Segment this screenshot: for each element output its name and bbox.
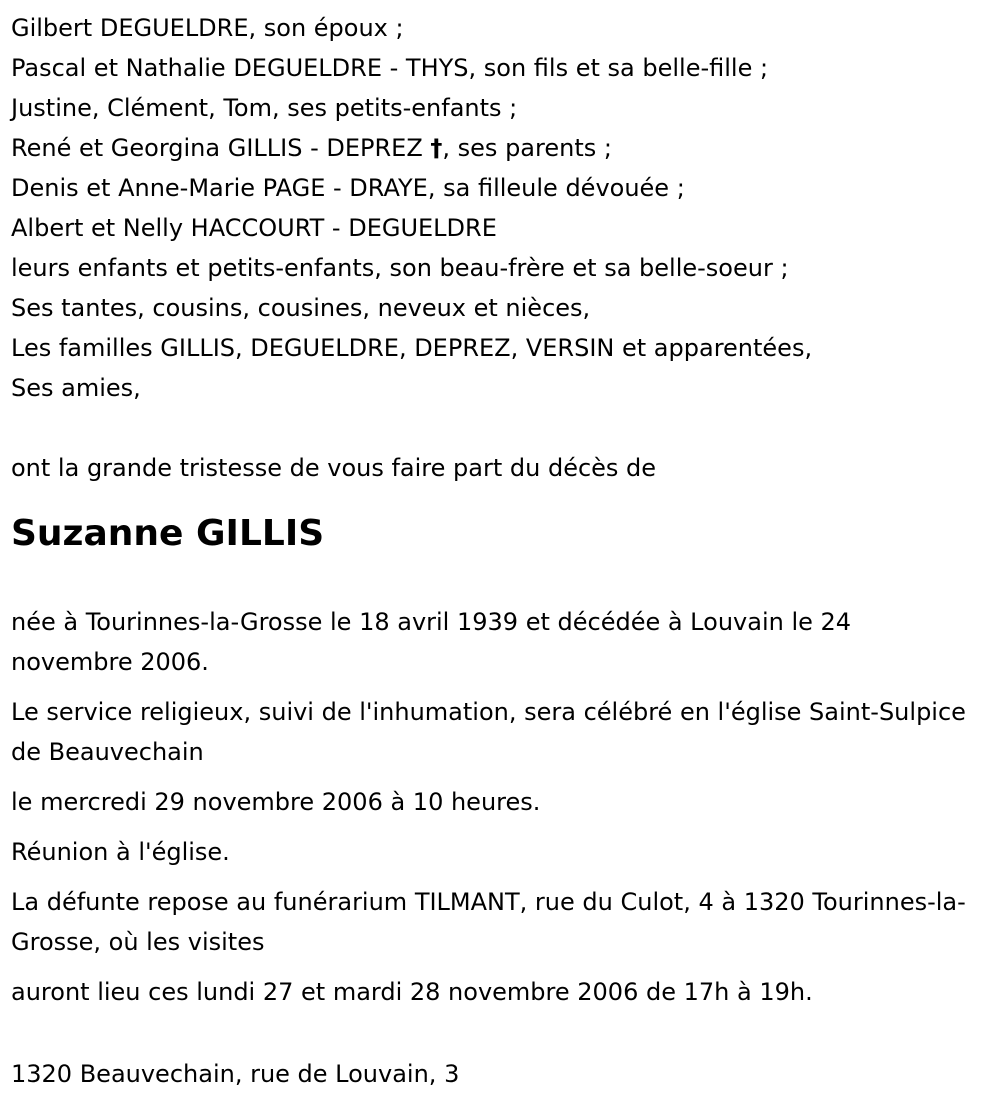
deceased-name: Suzanne GILLIS <box>11 513 325 554</box>
family-line-spouse: Gilbert DEGUELDRE, son époux ; <box>11 14 404 42</box>
family-line-son: Pascal et Nathalie DEGUELDRE - THYS, son fils et sa belle-fille ; <box>11 54 769 82</box>
family-line-siblings: Albert et Nelly HACCOURT - DEGUELDRE <box>11 214 497 242</box>
family-line-relatives: Ses tantes, cousins, cousines, neveux et nièces, <box>11 294 591 322</box>
parents-names: René et Georgina GILLIS - DEPREZ <box>11 134 423 162</box>
birth-death-info: née à Tourinnes-la-Grosse le 18 avril 1939 et décédée à Louvain le 24 novembre 2006. <box>11 608 852 676</box>
family-list <box>11 8 980 408</box>
family-line-goddaughter: Denis et Anne-Marie PAGE - DRAYE, sa filleule dévouée ; <box>11 174 685 202</box>
meeting-info: Réunion à l'église. <box>11 838 230 866</box>
family-line-families: Les familles GILLIS, DEGUELDRE, DEPREZ, VERSIN et apparentées, <box>11 334 813 362</box>
family-line-parents <box>11 128 980 168</box>
details-section <box>11 602 980 1012</box>
address: 1320 Beauvechain, rue de Louvain, 3 <box>11 1060 460 1088</box>
parents-suffix: , ses parents ; <box>442 134 612 162</box>
family-line-grandchildren: Justine, Clément, Tom, ses petits-enfants ; <box>11 94 518 122</box>
cross-icon: † <box>430 134 443 162</box>
intro-text: ont la grande tristesse de vous faire part du décès de <box>11 454 657 482</box>
service-date: le mercredi 29 novembre 2006 à 10 heures. <box>11 788 541 816</box>
family-line-children: leurs enfants et petits-enfants, son beau-frère et sa belle-soeur ; <box>11 254 789 282</box>
visiting-hours: auront lieu ces lundi 27 et mardi 28 novembre 2006 de 17h à 19h. <box>11 978 813 1006</box>
service-info: Le service religieux, suivi de l'inhumation, sera célébré en l'église Saint-Sulpice de Beauvechain <box>11 698 966 766</box>
family-line-friends: Ses amies, <box>11 374 141 402</box>
funeral-home-info: La défunte repose au funérarium TILMANT, rue du Culot, 4 à 1320 Tourinnes-la-Grosse, où les visites <box>11 888 966 956</box>
